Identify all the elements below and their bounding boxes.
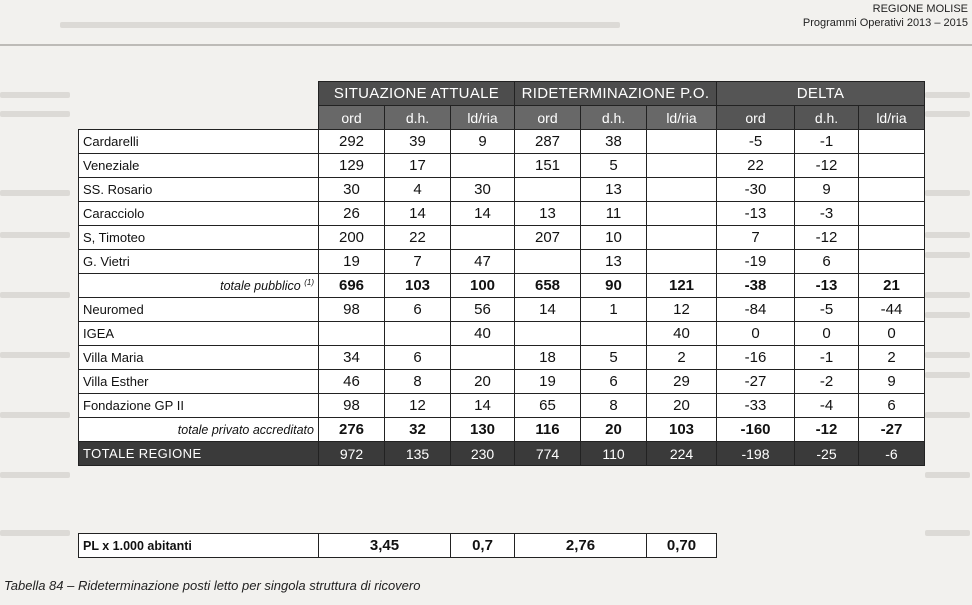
cell: 0 bbox=[859, 322, 925, 346]
cell: -4 bbox=[795, 394, 859, 418]
cell: -160 bbox=[717, 418, 795, 442]
table-row bbox=[79, 178, 925, 202]
total-privato-label: totale privato accreditato bbox=[79, 418, 319, 442]
group-situazione-attuale: SITUAZIONE ATTUALE bbox=[319, 82, 515, 106]
cell: 39 bbox=[385, 130, 451, 154]
table-row bbox=[79, 322, 925, 346]
cell: 224 bbox=[647, 442, 717, 466]
cell bbox=[859, 130, 925, 154]
cell: -27 bbox=[859, 418, 925, 442]
cell: 6 bbox=[385, 298, 451, 322]
cell: 100 bbox=[451, 274, 515, 298]
table-row bbox=[79, 130, 925, 154]
cell bbox=[515, 250, 581, 274]
cell: 116 bbox=[515, 418, 581, 442]
cell: 1 bbox=[581, 298, 647, 322]
cell: 14 bbox=[451, 394, 515, 418]
cell: 20 bbox=[647, 394, 717, 418]
cell: -16 bbox=[717, 346, 795, 370]
cell: 10 bbox=[581, 226, 647, 250]
cell: 696 bbox=[319, 274, 385, 298]
row-label: Cardarelli bbox=[79, 130, 319, 154]
cell: 658 bbox=[515, 274, 581, 298]
cell: 276 bbox=[319, 418, 385, 442]
cell: 40 bbox=[451, 322, 515, 346]
cell: 4 bbox=[385, 178, 451, 202]
cell: -13 bbox=[717, 202, 795, 226]
cell: 151 bbox=[515, 154, 581, 178]
col-header: ld/ria bbox=[859, 106, 925, 130]
total-privato-row bbox=[79, 418, 925, 442]
cell: -6 bbox=[859, 442, 925, 466]
row-label: Neuromed bbox=[79, 298, 319, 322]
cell: 14 bbox=[515, 298, 581, 322]
pl-cell: 3,45 bbox=[319, 534, 451, 558]
cell: 18 bbox=[515, 346, 581, 370]
cell bbox=[859, 202, 925, 226]
cell: 5 bbox=[581, 346, 647, 370]
cell: 11 bbox=[581, 202, 647, 226]
header-rule bbox=[0, 44, 972, 46]
cell: -27 bbox=[717, 370, 795, 394]
table-caption: Tabella 84 – Rideterminazione posti letto per singola struttura di ricovero bbox=[4, 578, 421, 593]
row-label: Veneziale bbox=[79, 154, 319, 178]
cell: 7 bbox=[385, 250, 451, 274]
cell: 14 bbox=[451, 202, 515, 226]
row-label: IGEA bbox=[79, 322, 319, 346]
table-row bbox=[79, 250, 925, 274]
table-row bbox=[79, 226, 925, 250]
cell: -3 bbox=[795, 202, 859, 226]
total-pubblico-label: totale pubblico $^{(1)}$ bbox=[79, 274, 319, 298]
cell bbox=[515, 178, 581, 202]
rows-privato bbox=[79, 298, 925, 418]
cell: 6 bbox=[795, 250, 859, 274]
cell: 287 bbox=[515, 130, 581, 154]
cell: -5 bbox=[717, 130, 795, 154]
cell: 13 bbox=[515, 202, 581, 226]
cell: -12 bbox=[795, 154, 859, 178]
row-label: G. Vietri bbox=[79, 250, 319, 274]
pl-label: PL x 1.000 abitanti bbox=[79, 534, 319, 558]
total-regione-label: TOTALE REGIONE bbox=[79, 442, 319, 466]
table-row bbox=[79, 202, 925, 226]
cell: -198 bbox=[717, 442, 795, 466]
cell: -12 bbox=[795, 226, 859, 250]
cell: 30 bbox=[319, 178, 385, 202]
cell: 14 bbox=[385, 202, 451, 226]
col-header: d.h. bbox=[385, 106, 451, 130]
cell: 19 bbox=[319, 250, 385, 274]
pl-cell: 0,7 bbox=[451, 534, 515, 558]
cell: 2 bbox=[859, 346, 925, 370]
table-row bbox=[79, 370, 925, 394]
row-label: Fondazione GP II bbox=[79, 394, 319, 418]
cell: 972 bbox=[319, 442, 385, 466]
rows-pubblico bbox=[79, 130, 925, 274]
cell: 103 bbox=[385, 274, 451, 298]
table-row bbox=[79, 394, 925, 418]
cell bbox=[451, 226, 515, 250]
col-header: ord bbox=[319, 106, 385, 130]
cell: 5 bbox=[581, 154, 647, 178]
cell: -1 bbox=[795, 346, 859, 370]
cell: 19 bbox=[515, 370, 581, 394]
cell: -84 bbox=[717, 298, 795, 322]
table-row bbox=[79, 298, 925, 322]
total-regione-row bbox=[79, 442, 925, 466]
col-header: d.h. bbox=[581, 106, 647, 130]
cell: 21 bbox=[859, 274, 925, 298]
cell: 6 bbox=[859, 394, 925, 418]
cell bbox=[647, 226, 717, 250]
cell: 292 bbox=[319, 130, 385, 154]
cell: 29 bbox=[647, 370, 717, 394]
row-label: Caracciolo bbox=[79, 202, 319, 226]
cell: 8 bbox=[385, 370, 451, 394]
cell: 22 bbox=[717, 154, 795, 178]
cell: -13 bbox=[795, 274, 859, 298]
cell: 40 bbox=[647, 322, 717, 346]
group-rideterminazione: RIDETERMINAZIONE P.O. bbox=[515, 82, 717, 106]
group-delta: DELTA bbox=[717, 82, 925, 106]
cell: 110 bbox=[581, 442, 647, 466]
cell: 12 bbox=[647, 298, 717, 322]
cell: 103 bbox=[647, 418, 717, 442]
posti-letto-table bbox=[78, 81, 925, 466]
cell: 26 bbox=[319, 202, 385, 226]
cell: 98 bbox=[319, 394, 385, 418]
cell: 9 bbox=[451, 130, 515, 154]
cell bbox=[319, 322, 385, 346]
cell: 20 bbox=[581, 418, 647, 442]
cell: -38 bbox=[717, 274, 795, 298]
cell bbox=[647, 130, 717, 154]
cell: 129 bbox=[319, 154, 385, 178]
cell: 9 bbox=[795, 178, 859, 202]
cell: 135 bbox=[385, 442, 451, 466]
cell: 65 bbox=[515, 394, 581, 418]
cell: 8 bbox=[581, 394, 647, 418]
cell: 56 bbox=[451, 298, 515, 322]
cell bbox=[647, 154, 717, 178]
cell: -1 bbox=[795, 130, 859, 154]
cell: 9 bbox=[859, 370, 925, 394]
cell bbox=[515, 322, 581, 346]
total-pubblico-row bbox=[79, 274, 925, 298]
header-region: REGIONE MOLISE bbox=[872, 3, 968, 15]
cell: 98 bbox=[319, 298, 385, 322]
cell: 207 bbox=[515, 226, 581, 250]
cell bbox=[581, 322, 647, 346]
cell: 6 bbox=[581, 370, 647, 394]
cell bbox=[647, 202, 717, 226]
cell: 38 bbox=[581, 130, 647, 154]
cell: 6 bbox=[385, 346, 451, 370]
page-header bbox=[803, 2, 968, 30]
cell: 34 bbox=[319, 346, 385, 370]
table-row bbox=[79, 346, 925, 370]
cell: 46 bbox=[319, 370, 385, 394]
col-header: d.h. bbox=[795, 106, 859, 130]
col-header: ld/ria bbox=[451, 106, 515, 130]
cell: -12 bbox=[795, 418, 859, 442]
row-label: Villa Esther bbox=[79, 370, 319, 394]
cell: 230 bbox=[451, 442, 515, 466]
col-header: ld/ria bbox=[647, 106, 717, 130]
cell: 17 bbox=[385, 154, 451, 178]
pl-table bbox=[78, 533, 717, 558]
pl-cell: 2,76 bbox=[515, 534, 647, 558]
cell: 12 bbox=[385, 394, 451, 418]
table-row bbox=[79, 154, 925, 178]
cell: 20 bbox=[451, 370, 515, 394]
cell bbox=[385, 322, 451, 346]
cell: 13 bbox=[581, 178, 647, 202]
cell bbox=[859, 154, 925, 178]
row-label: SS. Rosario bbox=[79, 178, 319, 202]
cell: -25 bbox=[795, 442, 859, 466]
sub-header-row bbox=[79, 106, 925, 130]
cell: -5 bbox=[795, 298, 859, 322]
cell: 30 bbox=[451, 178, 515, 202]
col-header: ord bbox=[515, 106, 581, 130]
cell: -19 bbox=[717, 250, 795, 274]
cell bbox=[647, 178, 717, 202]
cell: 0 bbox=[717, 322, 795, 346]
cell: 774 bbox=[515, 442, 581, 466]
cell bbox=[451, 346, 515, 370]
cell: 130 bbox=[451, 418, 515, 442]
pl-cell: 0,70 bbox=[647, 534, 717, 558]
pl-row bbox=[79, 534, 717, 558]
group-header-row bbox=[79, 82, 925, 106]
cell: 32 bbox=[385, 418, 451, 442]
cell: 121 bbox=[647, 274, 717, 298]
cell: 47 bbox=[451, 250, 515, 274]
cell: 13 bbox=[581, 250, 647, 274]
row-label: Villa Maria bbox=[79, 346, 319, 370]
cell: 22 bbox=[385, 226, 451, 250]
cell: 90 bbox=[581, 274, 647, 298]
cell bbox=[859, 250, 925, 274]
header-program: Programmi Operativi 2013 – 2015 bbox=[802, 17, 968, 29]
cell: 2 bbox=[647, 346, 717, 370]
cell: -2 bbox=[795, 370, 859, 394]
cell bbox=[451, 154, 515, 178]
cell: 0 bbox=[795, 322, 859, 346]
cell: 200 bbox=[319, 226, 385, 250]
cell: -33 bbox=[717, 394, 795, 418]
row-label: S, Timoteo bbox=[79, 226, 319, 250]
cell bbox=[859, 178, 925, 202]
cell: -44 bbox=[859, 298, 925, 322]
col-header: ord bbox=[717, 106, 795, 130]
cell bbox=[647, 250, 717, 274]
cell: -30 bbox=[717, 178, 795, 202]
cell: 7 bbox=[717, 226, 795, 250]
cell bbox=[859, 226, 925, 250]
